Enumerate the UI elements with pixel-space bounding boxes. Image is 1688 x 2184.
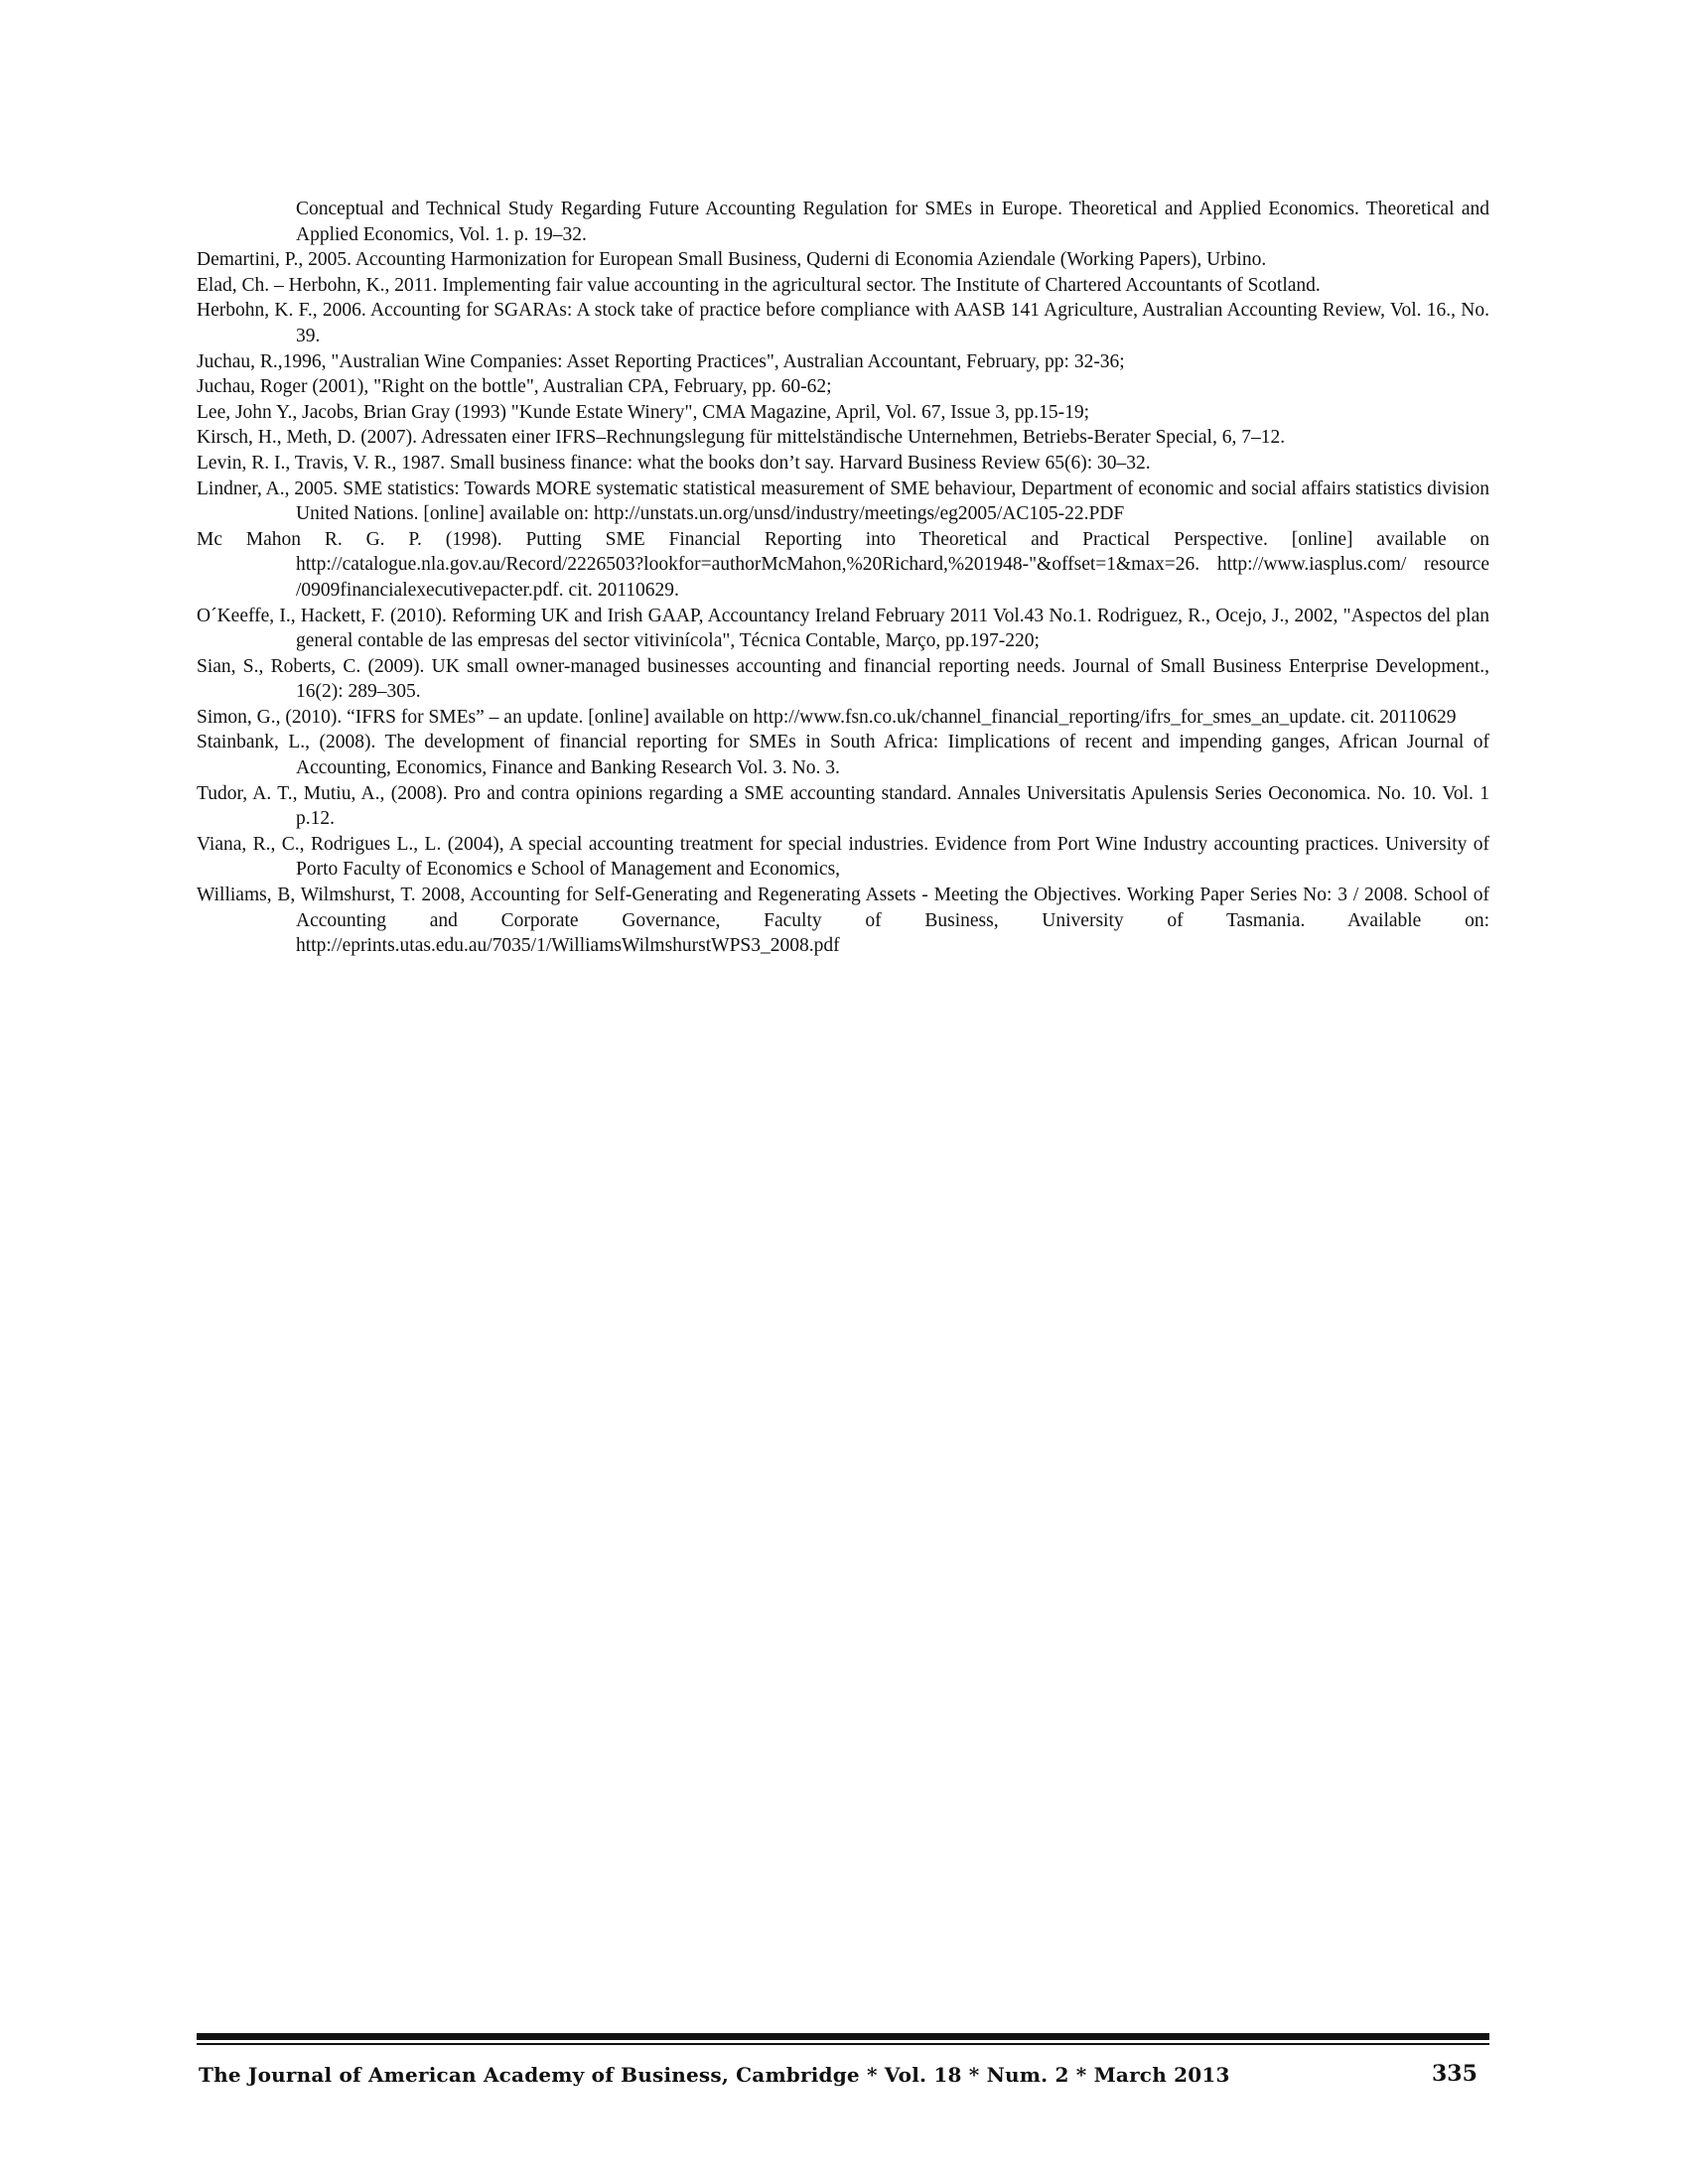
page-number: 335 — [1432, 2061, 1477, 2087]
reference-line: Simon, G., (2010). “IFRS for SMEs” – an update. [online] available on — [197, 706, 749, 728]
reference-entry — [197, 705, 1489, 731]
reference-entry — [197, 400, 1489, 426]
reference-line: Sian, S., Roberts, C. (2009). UK small owner-managed businesses accounting and financial reporting needs. Journal of Small Business — [197, 655, 1282, 677]
reference-line: Levin, R. I., Travis, V. R., 1987. Small business finance: what the books don’t say. Harvard Business Review 65(6): 30–32. — [197, 452, 1151, 474]
reference-line: http://catalogue.nla.gov.au/Record/2226503?lookfor=authorMcMahon,%20Richard,%201948-"&offset=1&max=26. — [296, 554, 1200, 576]
reference-entry — [197, 349, 1489, 375]
reference-entry — [197, 451, 1489, 477]
reference-line: Stainbank, L., (2008). The development of financial reporting for SMEs in South Africa: Iimplications of recent and impending ganges, African — [197, 732, 1398, 753]
reference-entry — [197, 883, 1489, 959]
reference-line: No: 3 / 2008. School of Accounting and Corporate Governance, Faculty of Business, University of Tasmania. Available on: — [296, 885, 1490, 931]
reference-line: Theoretical and Applied Economics, Vol. 1. p. 19–32. — [296, 199, 1489, 245]
reference-entry — [197, 273, 1489, 299]
reference-line: affairs statistics division United Nations. [online] available on: http://unstats.un.org/unsd/industry/meetings/eg2005/AC105-22.PDF — [296, 478, 1490, 525]
reference-line: Journal of Accounting, Economics, Finance and Banking Research Vol. 3. No. 3. — [296, 732, 1490, 779]
reference-line: Viana, R., C., Rodrigues L., L. (2004), A special accounting treatment for special industries. Evidence from Port Wine Industry accounting — [197, 833, 1300, 855]
reference-line: Scotland. — [1247, 274, 1321, 296]
reference-line: Enterprise Development., 16(2): 289–305. — [296, 655, 1490, 703]
reference-line: practices. University of Porto Faculty of Economics e School of Management and Economics, — [296, 833, 1489, 881]
reference-entry — [197, 374, 1489, 400]
reference-line: Review, Vol. 16., No. 39. — [296, 300, 1489, 346]
reference-entry — [197, 654, 1489, 705]
reference-line: Elad, Ch. – Herbohn, K., 2011. Implementing fair value accounting in the agricultural sector. The Institute of Chartered Accountants of — [197, 274, 1243, 296]
reference-entry — [197, 730, 1489, 780]
footer-rule-thin — [197, 2043, 1489, 2045]
reference-line: Lee, John Y., Jacobs, Brian Gray (1993) "Kunde Estate Winery", CMA Magazine, April, Vol. 67, Issue 3, pp.15-19; — [197, 401, 1090, 423]
reference-line: Conceptual and Technical Study Regarding Future Accounting Regulation for SMEs in Europe. Theoretical and Applied Economics. — [296, 199, 1359, 219]
reference-line: Oeconomica. No. 10. Vol. 1 p.12. — [296, 782, 1490, 830]
reference-line: http://www.iasplus.com/ resource /0909financialexecutivepacter.pdf. cit. 20110629. — [296, 554, 1489, 601]
reference-line: Williams, B, Wilmshurst, T. 2008, Accounting for Self-Generating and Regenerating Assets - Meeting the Objectives. Working Paper Series — [197, 885, 1298, 906]
reference-list — [197, 197, 1489, 959]
reference-entry — [197, 425, 1489, 451]
reference-line: Juchau, R.,1996, "Australian Wine Companies: Asset Reporting Practices", Australian Accountant, February, pp: 32-36; — [197, 350, 1125, 372]
reference-entry — [197, 197, 1489, 247]
footer-rule-thick — [197, 2033, 1489, 2040]
reference-entry — [197, 477, 1489, 527]
reference-entry — [197, 527, 1489, 604]
reference-entry — [197, 247, 1489, 273]
reference-line: Herbohn, K. F., 2006. Accounting for SGARAs: A stock take of practice before compliance with AASB 141 Agriculture, Australian Accounting — [197, 300, 1318, 322]
reference-line: Mc Mahon R. G. P. (1998). Putting SME Financial Reporting into Theoretical and Practical Perspective. [online] available on — [197, 528, 1489, 550]
footer-journal-citation: The Journal of American Academy of Business, Cambridge * Vol. 18 * Num. 2 * March 2013 — [199, 2063, 1230, 2087]
reference-entry — [197, 604, 1489, 654]
reference-line: http://www.fsn.co.uk/channel_financial_reporting/ifrs_for_smes_an_update. cit. 20110629 — [753, 706, 1457, 728]
reference-line: http://eprints.utas.edu.au/7035/1/WilliamsWilmshurstWPS3_2008.pdf — [296, 935, 840, 957]
reference-line: Juchau, Roger (2001), "Right on the bottle", Australian CPA, February, pp. 60-62; — [197, 376, 832, 398]
reference-entry — [197, 298, 1489, 348]
reference-line: O´Keeffe, I., Hackett, F. (2010). Reforming UK and Irish GAAP, Accountancy Ireland February 2011 Vol.43 No.1. Rodriguez, R., Ocejo, J., — [197, 605, 1290, 626]
reference-line: Tudor, A. T., Mutiu, A., (2008). Pro and contra opinions regarding a SME accounting standard. Annales Universitatis Apulensis Series — [197, 782, 1262, 804]
reference-line: Kirsch, H., Meth, D. (2007). Adressaten einer IFRS–Rechnungslegung für mittelständische Unternehmen, Betriebs-Berater Special, 6, 7–12. — [197, 427, 1286, 449]
reference-entry — [197, 781, 1489, 832]
reference-entry — [197, 832, 1489, 883]
reference-line: Demartini, P., 2005. Accounting Harmonization for European Small Business, Quderni di Economia Aziendale (Working Papers), Urbino. — [197, 249, 1267, 271]
reference-line: Lindner, A., 2005. SME statistics: Towards MORE systematic statistical measurement of SME behaviour, Department of economic and social — [197, 478, 1297, 499]
reference-line: 2002, "Aspectos del plan general contable de las empresas del sector vitivinícola", Técnica Contable, Março, pp.197-220; — [296, 605, 1489, 652]
